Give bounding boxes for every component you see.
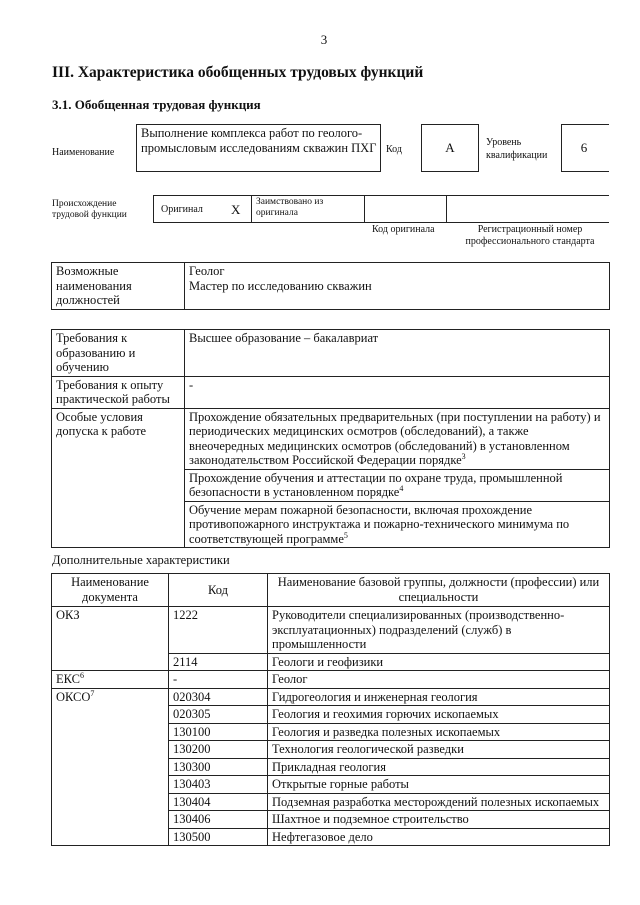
education-label: Требования к образованию и обучению (52, 330, 185, 377)
origin-box (153, 195, 365, 223)
additional-table (51, 573, 610, 846)
code-cell: 130403 (169, 776, 268, 794)
group-name-cell: Прикладная геология (268, 758, 610, 776)
gtf-name-box (136, 124, 381, 172)
gtf-code-label: Код (386, 144, 402, 155)
group-name-cell: Подземная разработка месторождений полезных ископаемых (268, 793, 610, 811)
gtf-code-box (421, 124, 479, 172)
origin-label: Происхождение трудовой функции (52, 199, 127, 220)
positions-values (185, 263, 610, 310)
group-name-cell: Гидрогеология и инженерная геология (268, 688, 610, 706)
group-name-cell: Геологи и геофизики (268, 653, 610, 671)
education-value: Высшее образование – бакалавриат (185, 330, 610, 377)
doc-name-cell: ЕКС$^6$ (52, 671, 169, 689)
gtf-name-value: Выполнение комплекса работ по геолого-промысловым исследованиям скважин ПХГ (141, 126, 377, 155)
header-doc: Наименование документа (52, 574, 169, 607)
code-cell: 130200 (169, 741, 268, 759)
positions-table (51, 262, 610, 310)
group-name-cell: Шахтное и подземное строительство (268, 811, 610, 829)
code-cell: - (169, 671, 268, 689)
code-cell: 130404 (169, 793, 268, 811)
conditions-label: Особые условия допуска к работе (52, 408, 185, 548)
positions-label: Возможные наименования должностей (52, 263, 185, 310)
group-name-cell: Геология и разведка полезных ископаемых (268, 723, 610, 741)
experience-value: - (185, 376, 610, 408)
gtf-name-label: Наименование (52, 147, 115, 158)
requirements-table (51, 329, 610, 548)
code-cell: 020304 (169, 688, 268, 706)
position-item: Мастер по исследованию скважин (189, 278, 372, 293)
original-label: Оригинал (161, 204, 203, 215)
condition-item: Прохождение обязательных предварительных (при поступлении на работу) и периодических медицинских осмотров (обследований), а также внеочередных медицинских осмотров (обследований) в установленном законодательством Российской Федерации порядке$^3$ (185, 408, 610, 469)
header-code: Код (169, 574, 268, 607)
header-name: Наименование базовой группы, должности (профессии) или специальности (268, 574, 610, 607)
group-name-cell: Руководители специализированных (производственно-эксплуатационных) подразделений (служб) в промышленности (268, 607, 610, 654)
gtf-level-value: 6 (580, 140, 588, 155)
additional-title: Дополнительные характеристики (52, 553, 230, 567)
code-cell: 020305 (169, 706, 268, 724)
doc-name-cell: ОКЗ (52, 607, 169, 671)
borrowed-label: Заимствовано из оригинала (256, 197, 324, 218)
code-cell: 130300 (169, 758, 268, 776)
table-row (52, 671, 610, 689)
code-cell: 130500 (169, 828, 268, 846)
position-item: Геолог (189, 264, 225, 278)
code-original-box (364, 195, 447, 223)
gtf-level-label: Уровень квалификации (486, 137, 548, 161)
code-cell: 130406 (169, 811, 268, 829)
group-name-cell: Геология и геохимия горючих ископаемых (268, 706, 610, 724)
group-name-cell: Технология геологической разведки (268, 741, 610, 759)
code-cell: 1222 (169, 607, 268, 654)
gtf-level-box (561, 124, 609, 172)
original-mark: X (231, 202, 241, 217)
table-row (52, 607, 610, 654)
gtf-code-value: А (445, 140, 455, 155)
code-cell: 130100 (169, 723, 268, 741)
group-name-cell: Геолог (268, 671, 610, 689)
experience-label: Требования к опыту практической работы (52, 376, 185, 408)
condition-item: Прохождение обучения и аттестации по охране труда, промышленной безопасности в установленном порядке$^4$ (185, 469, 610, 501)
reg-number-label: Регистрационный номер профессионального стандарта (465, 224, 595, 247)
code-original-label: Код оригинала (372, 224, 435, 235)
code-cell: 2114 (169, 653, 268, 671)
doc-name-cell: ОКСО$^7$ (52, 688, 169, 846)
table-row (52, 688, 610, 706)
group-name-cell: Нефтегазовое дело (268, 828, 610, 846)
subsection-title: 3.1. Обобщенная трудовая функция (52, 97, 261, 112)
section-title: III. Характеристика обобщенных трудовых функций (52, 64, 424, 81)
reg-number-box (447, 195, 609, 223)
condition-item: Обучение мерам пожарной безопасности, включая прохождение противопожарного инструктажа и пожарно-технического минимума по соответствующей программе$^5$ (185, 501, 610, 548)
group-name-cell: Открытые горные работы (268, 776, 610, 794)
page-number: 3 (320, 32, 328, 47)
